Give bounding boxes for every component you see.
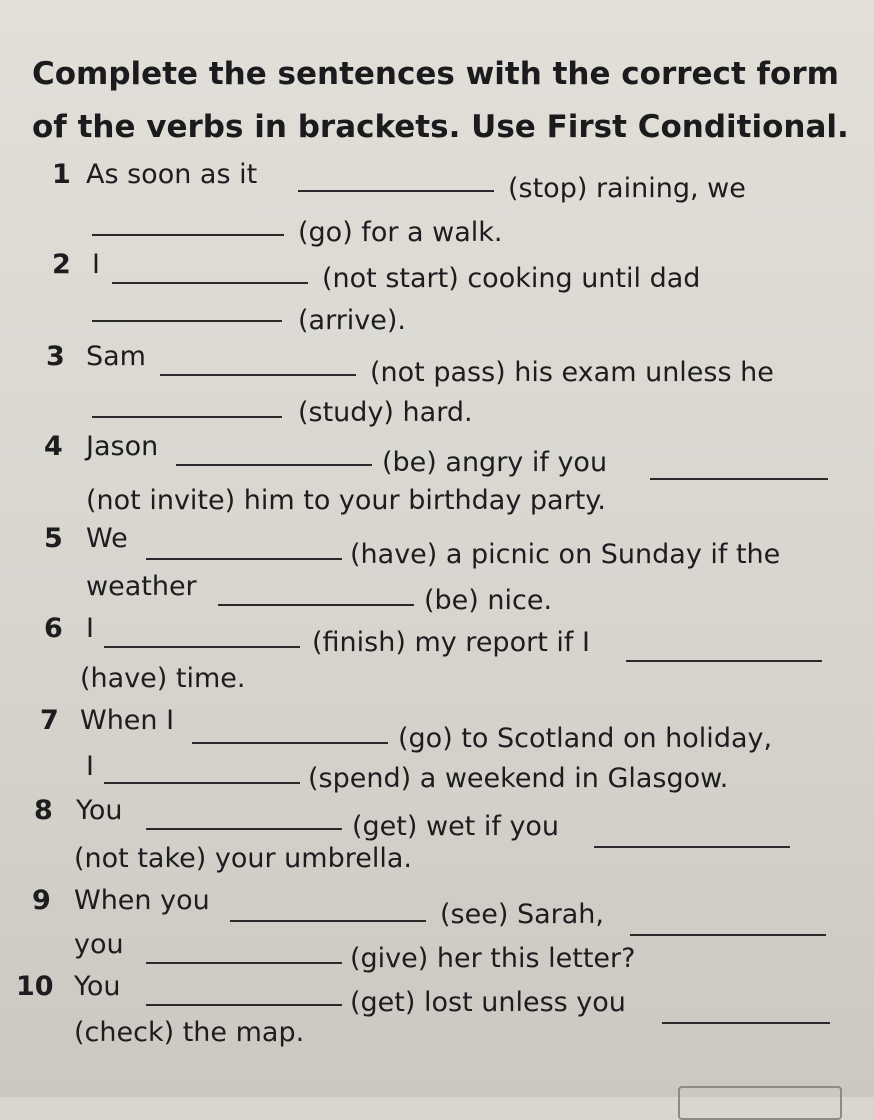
blank-2b[interactable] [92,320,282,322]
blank-5b[interactable] [218,604,414,606]
item-number-9: 9 [32,885,51,916]
item-1-text-a: As soon as it [86,159,258,190]
blank-7b[interactable] [104,782,300,784]
item-7-text-a: When I [80,705,175,736]
item-10-text-c: (check) the map. [74,1017,305,1048]
blank-6b[interactable] [626,660,822,662]
blank-3a[interactable] [160,374,356,376]
item-number-8: 8 [34,795,53,826]
instructions-heading: Complete the sentences with the correct form of the verbs in brackets. Use First Conditional. [32,56,849,145]
item-5-text-c: weather [86,571,197,602]
item-10-text-b: (get) lost unless you [350,987,626,1018]
blank-1b[interactable] [92,234,284,236]
blank-8a[interactable] [146,828,342,830]
blank-7a[interactable] [192,742,388,744]
item-1-text-c: (go) for a walk. [298,217,503,248]
item-2-text-c: (arrive). [298,305,407,336]
item-number-6: 6 [44,613,63,644]
item-number-7: 7 [40,705,59,736]
item-number-10: 10 [16,971,54,1002]
item-number-2: 2 [52,249,71,280]
blank-10b[interactable] [662,1022,830,1024]
blank-9b[interactable] [630,934,826,936]
item-6-text-a: I [86,613,94,644]
item-10-text-a: You [74,971,121,1002]
blank-9c[interactable] [146,962,342,964]
item-7-text-d: (spend) a weekend in Glasgow. [308,763,729,794]
item-9-text-d: (give) her this letter? [350,943,636,974]
answer-box-outline [678,1086,842,1120]
blank-4a[interactable] [176,464,372,466]
item-5-text-a: We [86,523,128,554]
item-5-text-b: (have) a picnic on Sunday if the [350,539,781,570]
blank-8b[interactable] [594,846,790,848]
item-4-text-b: (be) angry if you [382,447,608,478]
item-9-text-c: you [74,929,124,960]
blank-5a[interactable] [146,558,342,560]
item-number-4: 4 [44,431,63,462]
item-2-text-a: I [92,249,100,280]
blank-6a[interactable] [104,646,300,648]
item-8-text-a: You [76,795,123,826]
item-6-text-c: (have) time. [80,663,246,694]
item-9-text-a: When you [74,885,210,916]
item-number-5: 5 [44,523,63,554]
item-5-text-d: (be) nice. [424,585,553,616]
blank-1a[interactable] [298,190,494,192]
item-3-text-b: (not pass) his exam unless he [370,357,774,388]
blank-3b[interactable] [92,416,282,418]
item-3-text-a: Sam [86,341,146,372]
item-8-text-b: (get) wet if you [352,811,560,842]
item-1-text-b: (stop) raining, we [508,173,746,204]
blank-9a[interactable] [230,920,426,922]
item-number-3: 3 [46,341,65,372]
blank-10a[interactable] [146,1004,342,1006]
blank-4b[interactable] [650,478,828,480]
item-4-text-a: Jason [86,431,159,462]
item-7-text-b: (go) to Scotland on holiday, [398,723,773,754]
item-number-1: 1 [52,159,71,190]
item-2-text-b: (not start) cooking until dad [322,263,701,294]
blank-2a[interactable] [112,282,308,284]
item-3-text-c: (study) hard. [298,397,473,428]
item-4-text-c: (not invite) him to your birthday party. [86,485,606,516]
item-7-text-c: I [86,751,94,782]
item-9-text-b: (see) Sarah, [440,899,604,930]
item-8-text-c: (not take) your umbrella. [74,843,412,874]
item-6-text-b: (finish) my report if I [312,627,590,658]
